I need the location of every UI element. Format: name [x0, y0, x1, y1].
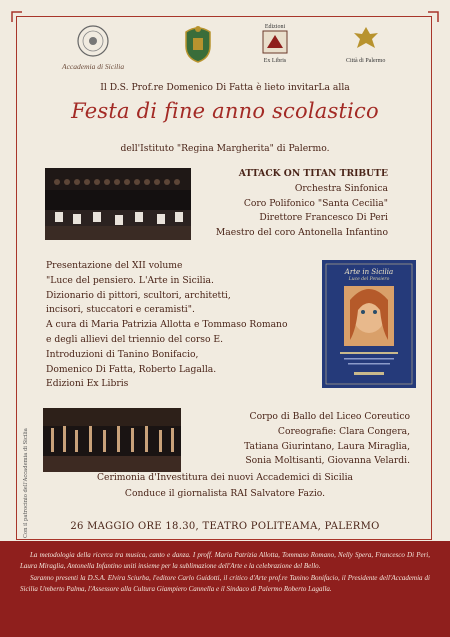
concert-line: Orchestra Sinfonica [294, 182, 388, 194]
ceremony-host: Conduce il giornalista RAI Salvatore Fazio. [124, 487, 326, 499]
logo-bar [40, 24, 410, 74]
footer-paragraph: La metodologia della ricerca tra musica, canto e danza. I proff. Maria Patrizia Allotta, Tommaso Romano, Nelly Spera, Francesco Di Peri, Laura Miraglia, Antonella Infantino uniti insieme per la sublimazione dell'Arte e la celebrazione del Bello. [20, 551, 430, 571]
edizioni-logo [262, 24, 288, 64]
concert-line: Maestro del coro Antonella Infantino [215, 227, 388, 239]
presentation-line: incisori, stuccatori e ceramisti". [46, 304, 195, 316]
concert-title: ATTACK ON TITAN TRIBUTE [238, 168, 388, 179]
presentation-line: Introduzioni di Tanino Bonifacio, [46, 348, 199, 360]
ballet-details [244, 410, 410, 469]
footer-paragraph: Saranno presenti la D.S.A. Elvira Sciurba, l'editore Carlo Guidotti, il critico d'Arte prof.re Tanino Bonifacio, il Presidente dell'Accademia di Sicilia Umberto Palma, l'Assessore alla Cultura Giampiero Cannella e il Sindaco di Palermo Roberto Lagalla. [20, 573, 430, 594]
orchestra-photo [45, 168, 191, 240]
concert-line: Coro Polifonico "Santa Cecilia" [243, 197, 388, 209]
event-date-venue: 26 MAGGIO ORE 18.30, TEATRO POLITEAMA, PALERMO [70, 521, 380, 532]
ex-libris-icon [262, 30, 288, 54]
crest-logo [180, 24, 216, 68]
book-presentation [46, 259, 288, 392]
academy-seal-icon [76, 24, 110, 58]
ceremony-details [0, 470, 450, 501]
presentation-line: Dizionario di pittori, scultori, architetti, [46, 289, 231, 301]
ballet-line: Corpo di Ballo del Liceo Coreutico [249, 411, 410, 422]
ballet-line: Tatiana Giurintano, Laura Miraglia, [244, 440, 410, 452]
presentation-line: e degli allievi del triennio del corso E. [46, 333, 224, 345]
corner-ornament-top-right [426, 10, 440, 24]
coat-of-arms-icon [180, 24, 216, 64]
event-title: Festa di fine anno scolastico [71, 99, 379, 123]
footer-band [0, 541, 450, 637]
presentation-line: Presentazione del XII volume [46, 260, 183, 271]
presentation-line: "Luce del pensiero. L'Arte in Sicilia. [46, 274, 214, 286]
presentation-line: A cura di Maria Patrizia Allotta e Tommaso Romano [46, 319, 288, 331]
palermo-caption: Città di Palermo [346, 58, 386, 64]
book-cover [322, 260, 416, 388]
palermo-logo [346, 24, 385, 64]
patronage-text: Con il patrocinio dell'Accademia di Sicilia [23, 428, 29, 538]
corner-ornament-top-left [10, 10, 24, 24]
presentation-line: Edizioni Ex Libris [46, 378, 129, 390]
academy-caption: Accademia di Sicilia [62, 62, 125, 71]
ballet-photo [43, 408, 181, 472]
invitation-intro: Il D.S. Prof.re Domenico Di Fatta è lieto invitarLa alla [100, 82, 350, 93]
edizioni-caption-bottom: Ex Libris [263, 58, 287, 64]
book-cover-title: Arte in Sicilia [344, 268, 394, 276]
book-cover-subtitle: Luce del Pensiero [348, 277, 390, 282]
edizioni-caption-top: Edizioni [264, 24, 286, 30]
presentation-line: Domenico Di Fatta, Roberto Lagalla. [46, 363, 217, 375]
institute-subtitle: dell'Istituto "Regina Margherita" di Palermo. [120, 143, 330, 154]
palermo-eagle-icon [352, 24, 380, 54]
ballet-line: Sonia Moltisanti, Giovanna Velardi. [245, 455, 410, 467]
concert-line: Direttore Francesco Di Peri [259, 212, 388, 224]
academy-logo [62, 24, 124, 71]
patronage-note [22, 396, 30, 536]
concert-details [216, 167, 388, 241]
ceremony-line: Cerimonia d'Investitura dei nuovi Accademici di Sicilia [97, 472, 353, 483]
ballet-line: Coreografie: Clara Congera, [277, 425, 410, 437]
